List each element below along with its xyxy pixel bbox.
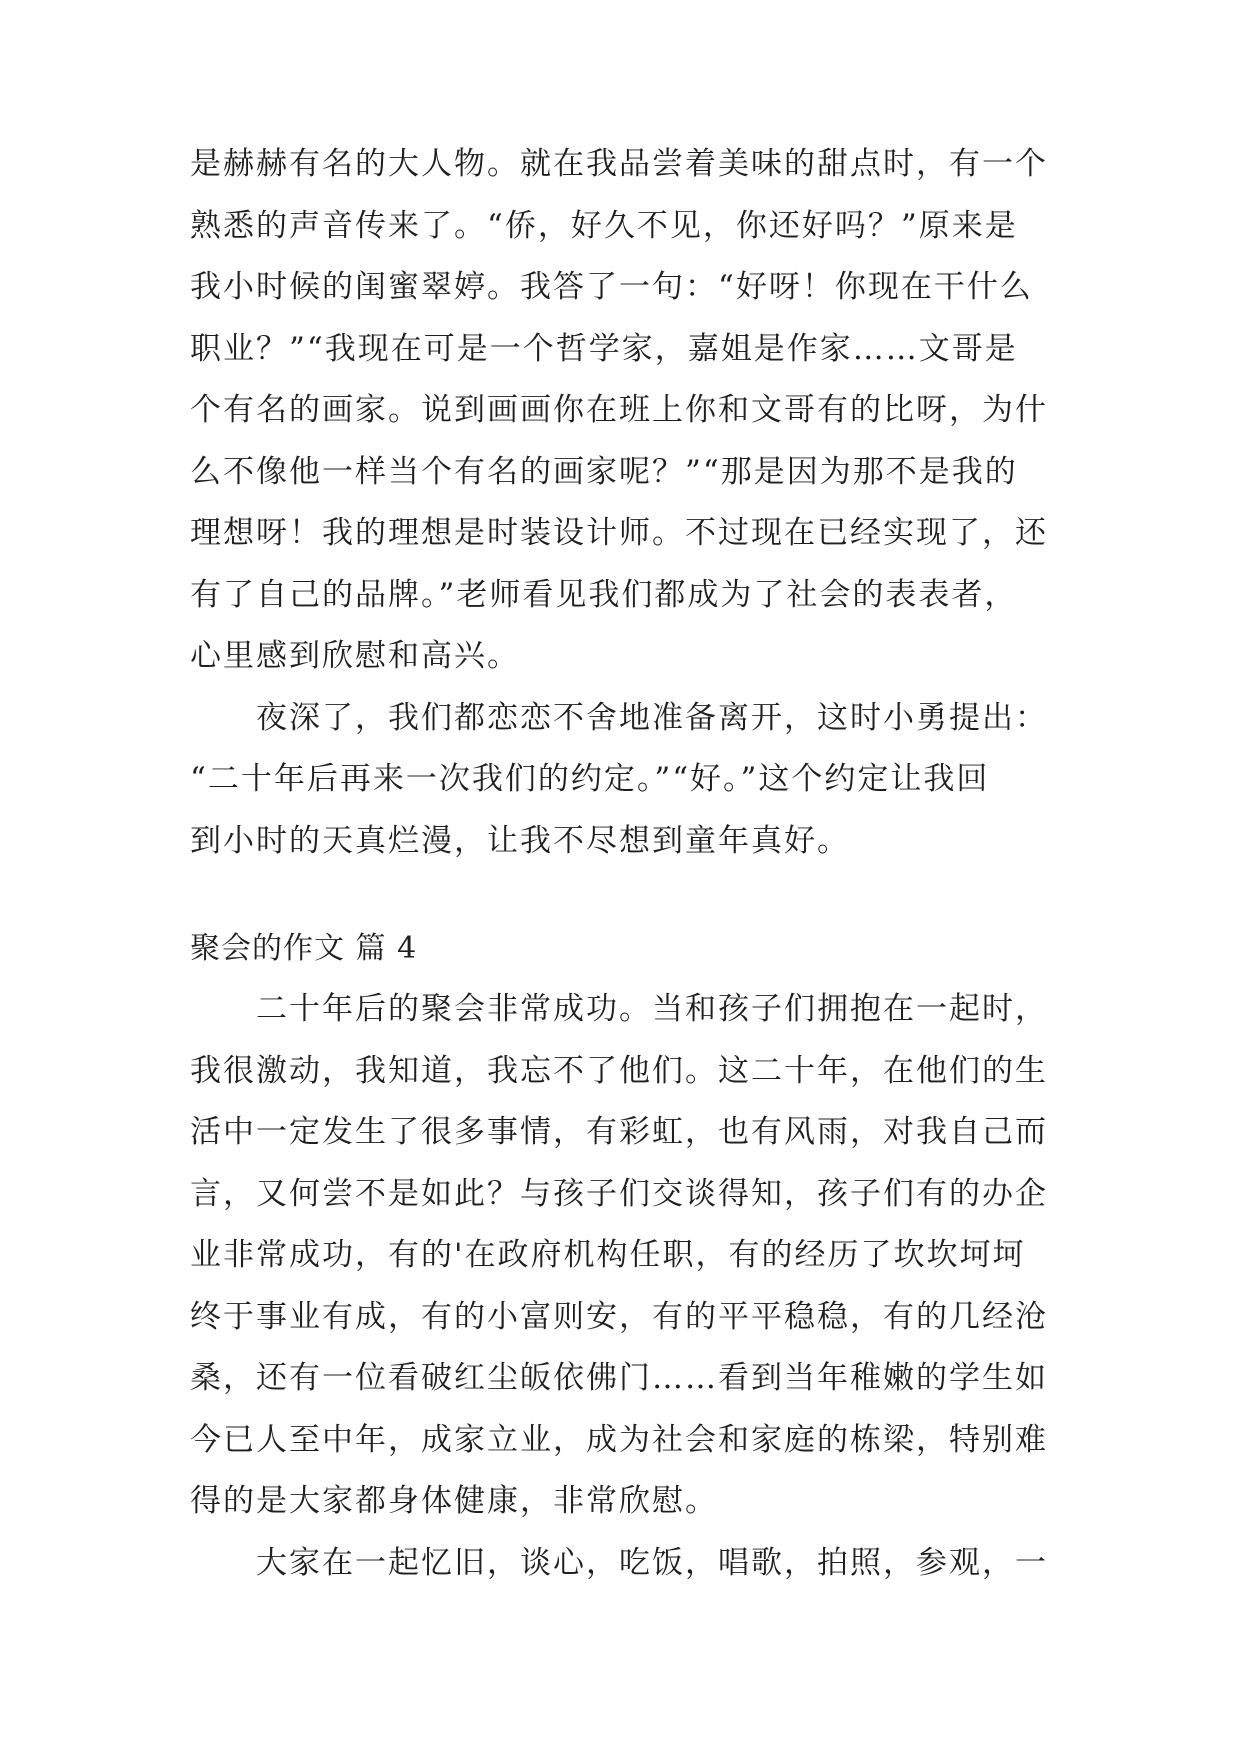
section-heading: 聚会的作文 篇 4 bbox=[190, 931, 418, 966]
paragraph-line: 今已人至中年，成家立业，成为社会和家庭的栋梁，特别难 bbox=[190, 1421, 1048, 1458]
paragraph-line: 桑，还有一位看破红尘皈依佛门……看到当年稚嫩的学生如 bbox=[190, 1360, 1048, 1396]
paragraph-line: 么不像他一样当个有名的画家呢？”“那是因为那不是我的 bbox=[190, 453, 1018, 490]
paragraph-line: 二十年后的聚会非常成功。当和孩子们拥抱在一起时， bbox=[190, 991, 1048, 1027]
paragraph-line: 言，又何尝不是如此？与孩子们交谈得知，孩子们有的办企 bbox=[190, 1175, 1048, 1212]
paragraph-line: 夜深了，我们都恋恋不舍地准备离开，这时小勇提出： bbox=[190, 699, 1048, 736]
paragraph-line: 个有名的画家。说到画画你在班上你和文哥有的比呀，为什 bbox=[190, 392, 1048, 428]
paragraph-line: 活中一定发生了很多事情，有彩虹，也有风雨，对我自己而 bbox=[190, 1114, 1048, 1150]
paragraph-line: 职业？”“我现在可是一个哲学家，嘉姐是作家……文哥是 bbox=[190, 330, 1018, 367]
paragraph-line: 得的是大家都身体健康，非常欣慰。 bbox=[190, 1483, 718, 1519]
paragraph-line: 终于事业有成，有的小富则安，有的平平稳稳，有的几经沧 bbox=[190, 1298, 1048, 1335]
paragraph-line: 大家在一起忆旧，谈心，吃饭，唱歌，拍照，参观，一 bbox=[190, 1544, 1048, 1581]
paragraph-line: 有了自己的品牌。”老师看见我们都成为了社会的表表者， bbox=[190, 576, 1018, 613]
paragraph-line: “二十年后再来一次我们的约定。”“好。”这个约定让我回 bbox=[190, 761, 990, 797]
section-2-body bbox=[190, 979, 1060, 1594]
paragraph-line: 业非常成功，有的'在政府机构任职，有的经历了坎坎坷坷 bbox=[190, 1237, 1026, 1273]
paragraph-line: 熟悉的声音传来了。“侨，好久不见，你还好吗？”原来是 bbox=[190, 207, 1018, 244]
paragraph-line: 我小时候的闺蜜翠婷。我答了一句：“好呀！你现在干什么 bbox=[190, 269, 1033, 305]
section-1-body bbox=[190, 134, 1060, 872]
paragraph-line: 是赫赫有名的大人物。就在我品尝着美味的甜点时，有一个 bbox=[190, 146, 1048, 182]
paragraph-line: 到小时的天真烂漫，让我不尽想到童年真好。 bbox=[190, 822, 850, 859]
paragraph-line: 我很激动，我知道，我忘不了他们。这二十年，在他们的生 bbox=[190, 1052, 1048, 1089]
paragraph-line: 理想呀！我的理想是时装设计师。不过现在已经实现了，还 bbox=[190, 515, 1048, 551]
paragraph-line: 心里感到欣慰和高兴。 bbox=[190, 638, 520, 674]
